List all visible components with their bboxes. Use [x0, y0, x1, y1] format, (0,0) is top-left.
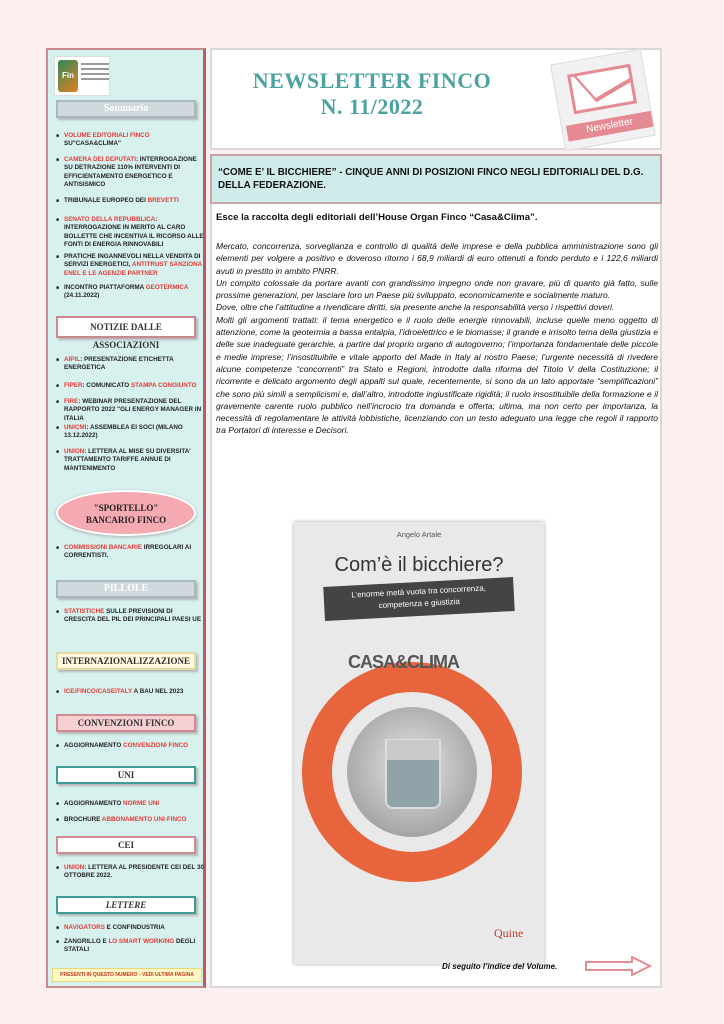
section-uni: UNI — [56, 766, 196, 784]
newsletter-title: NEWSLETTER FINCO N. 11/2022 — [252, 68, 492, 119]
sportello-bancario-badge: "SPORTELLO" BANCARIO FINCO — [56, 490, 196, 536]
sidebar-link-item[interactable] — [56, 356, 204, 373]
highlighted-link-text[interactable]: FIPER — [64, 382, 83, 389]
sidebar-link-item[interactable] — [56, 688, 204, 696]
article-text — [216, 240, 658, 437]
paragraph: Un compito colossale da portare avanti con grandissimo impegno onde non gravare, più di quanto già fatto, sulle prossime generazioni, per lasciare loro un Paese più sviluppato, economicamente e socialmente maturo. — [216, 277, 658, 301]
article-banner: “COME E’ IL BICCHIERE” - CINQUE ANNI DI POSIZIONI FINCO NEGLI EDITORIALI DEL D.G. DELLA FEDERAZIONE. — [210, 154, 662, 204]
item-text: ZANGRILLO E — [64, 938, 109, 945]
sidebar-link-item[interactable] — [56, 132, 204, 149]
highlighted-link-text[interactable]: AIPIL — [64, 356, 81, 363]
sidebar-footer-note: PRESENTI IN QUESTO NUMERO - VEDI ULTIMA PAGINA — [52, 968, 202, 982]
item-text: : ASSEMBLEA EI SOCI (MILANO 13.12.2022) — [64, 424, 183, 440]
sidebar-link-item[interactable] — [56, 938, 204, 955]
highlighted-link-text[interactable]: ABBONAMENTO UNI-FINCO — [101, 816, 187, 823]
sidebar-link-item[interactable] — [56, 284, 204, 301]
item-text: IRREGOLARI AI CORRENTISTI. — [64, 544, 192, 560]
highlighted-link-text[interactable]: CONVENZIONI FINCO — [123, 742, 189, 749]
item-text: SU"CASA&CLIMA" — [64, 140, 122, 148]
item-text: BROCHURE — [64, 816, 102, 823]
item-text: AGGIORNAMENTO — [64, 742, 124, 749]
section-pillole: PILLOLE — [56, 580, 196, 598]
item-text: : INTERROGAZIONE IN MERITO AL CARO BOLLETTE CHE INCENTIVA IL RICORSO ALLE FONTI DI ENERGIA RINNOVABILI — [64, 216, 204, 249]
book-subtitle: L’enorme metà vuota tra concorrenza, competenza e giustizia — [323, 577, 515, 621]
finco-logo — [54, 56, 110, 96]
envelope-icon — [567, 64, 637, 115]
section-notizie: NOTIZIE DALLE ASSOCIAZIONI — [56, 316, 196, 338]
paragraph: Dove, oltre che l’attitudine a rivendicare diritti, sia presente anche la responsabilità verso i rispettivi doveri. — [216, 302, 615, 313]
sidebar-link-item[interactable] — [56, 544, 204, 561]
item-text: : PRESENTAZIONE ETICHETTA ENERGETICA — [64, 356, 174, 372]
newsletter-stamp — [550, 49, 656, 152]
highlighted-link-text[interactable]: LO SMART WORKING — [108, 938, 175, 945]
section-lettere: LETTERE — [56, 896, 196, 914]
item-text: E CONFINDUSTRIA — [104, 924, 165, 931]
sidebar-link-item[interactable] — [56, 216, 204, 250]
highlighted-link-text[interactable]: UNICMI — [64, 424, 87, 431]
sidebar-link-item[interactable] — [56, 253, 204, 278]
section-internazionalizzazione: INTERNAZIONALIZZAZIONE — [56, 652, 196, 670]
item-text: : COMUNICATO — [82, 382, 131, 389]
book-cover — [294, 522, 544, 964]
section-cei: CEI — [56, 836, 196, 854]
highlighted-link-text[interactable]: ANTITRUST SANZIONA ENEL E LE AGENZIE PARTNER — [64, 261, 202, 277]
glass-image — [347, 707, 477, 837]
item-text: : LETTERA AL PRESIDENTE CEI DEL 30 OTTOBRE 2022. — [64, 864, 204, 880]
highlighted-link-text[interactable]: NAVIGATORS — [64, 924, 105, 931]
book-title: Com’è il bicchiere? — [334, 554, 504, 576]
item-text: A BAU NEL 2023 — [132, 688, 184, 695]
highlighted-link-text[interactable]: GEOTERMICA — [145, 284, 189, 291]
section-sommario: Sommario — [56, 100, 196, 118]
highlighted-link-text[interactable]: STAMPA CONGIUNTO — [130, 382, 197, 389]
sidebar — [46, 48, 206, 988]
item-text: AGGIORNAMENTO — [64, 800, 124, 807]
item-text: TRIBUNALE EUROPEO DEI — [64, 197, 148, 204]
item-text: INCONTRO PIATTAFORMA — [64, 284, 146, 291]
highlighted-link-text[interactable]: NORME UNI — [123, 800, 160, 807]
article-intro: Esce la raccolta degli editoriali dell’House Organ Finco “Casa&Clima”. — [216, 212, 538, 223]
glass-icon — [385, 739, 441, 809]
item-text: : INTERROGAZIONE SU DETRAZIONE 110% INTERVENTI DI EFFICIENTAMENTO ENERGETICO E ANTISISMICO — [64, 156, 197, 189]
sidebar-link-item[interactable] — [56, 448, 204, 473]
sidebar-link-item[interactable] — [56, 742, 204, 750]
highlighted-link-text[interactable]: BREVETTI — [147, 197, 179, 204]
highlighted-link-text[interactable]: FIRE — [64, 398, 79, 405]
sidebar-link-item[interactable] — [56, 398, 204, 423]
highlighted-link-text[interactable]: ICE/FINCO/CASEITALY — [64, 688, 133, 695]
item-text: SULLE PREVISIONI DI CRESCITA DEL PIL DEI PRINCIPALI PAESI UE — [64, 608, 202, 624]
sidebar-link-item[interactable] — [56, 816, 204, 824]
newsletter-stamp-label: Newsletter — [566, 111, 653, 142]
finco-logo-mark: Fin — [58, 60, 78, 92]
highlighted-link-text[interactable]: COMMISSIONI BANCARIE — [64, 544, 143, 551]
paragraph: Mercato, concorrenza, sorveglianza e controllo di qualità delle imprese e della pubblica amministrazione sono gli elementi per volgere a positivo e doveroso ritorno i 68,9 miliardi di euro ottenuti a fondo perduto e i 122,6 miliardi avuti in prestito in ambito PNRR. — [216, 241, 658, 276]
newsletter-header — [210, 48, 662, 150]
article-body — [210, 204, 662, 988]
publisher-logo: Quine — [494, 926, 524, 940]
sidebar-link-item[interactable] — [56, 424, 204, 441]
item-text: : WEBINAR PRESENTAZIONE DEL RAPPORTO 2022 "GLI ENERGY MANAGER IN ITALIA — [64, 398, 202, 422]
sidebar-link-item[interactable] — [56, 800, 204, 808]
sidebar-link-item[interactable] — [56, 924, 204, 932]
sidebar-link-item[interactable] — [56, 382, 204, 390]
item-text: PRATICHE INGANNEVOLI NELLA VENDITA DI SERVIZI ENERGETICI, — [64, 253, 201, 269]
section-convenzioni: CONVENZIONI FINCO — [56, 714, 196, 732]
sidebar-link-item[interactable] — [56, 197, 204, 205]
cover-magazine-logo: CASA&CLIMA — [348, 652, 459, 672]
item-text: : LETTERA AL MISE SU DIVERSITA' TRATTAMENTO TARIFFE ANNUE DI MANTENIMENTO — [64, 448, 191, 472]
highlighted-link-text[interactable]: CAMERA DEI DEPUTATI — [64, 156, 136, 163]
sidebar-link-item[interactable] — [56, 608, 204, 625]
highlighted-link-text[interactable]: VOLUME EDITORIALI FINCO — [64, 132, 150, 139]
highlighted-link-text[interactable]: STATISTICHE — [64, 608, 105, 615]
highlighted-link-text[interactable]: UNION — [64, 448, 85, 455]
book-author: Angelo Artale — [396, 530, 442, 539]
highlighted-link-text[interactable]: SENATO DELLA REPUBBLICA — [64, 216, 156, 223]
paragraph: Molti gli argomenti trattati: il tema energetico e il ruolo delle energie rinnovabili, incluse quelle meno oggetto di attenzione, come la geotermia a bassa entalpia, l’idroelettrico e le biomasse; il grande e irrisolto tema della giustizia e delle sue inadeguate gerarchie, a partire dal proprio organo di autogoverno; l’importanza fondamentale delle piccole e medie imprese; l’insostituibile e vitale apporto del Made in Italy al nostro Paese; l’urgente necessità di rivedere alcune competenze “concorrenti” tra Stato e Regioni, introdotte dalla riforma del Titolo V della Costituzione; il ricorrente e delicato argomento degli appalti sul quale, recentemente, si sono da un lato apportate “semplificazioni” che sono più simili a semplicismi e, dall’altro, introdotte ingiustificate rigidità; il ruolo insostituibile della formazione e il gravemente carente ruolo pubblico nell’incrocio tra domanda e offerta; ultima, ma non certo per importanza, la necessità di regolamentare le attività lobbistiche, licenziando con un testo adeguato una legge che regoli il rapporto tra Portatori di interesse e Decisori. — [216, 314, 658, 436]
arrow-right-icon[interactable] — [584, 956, 652, 976]
item-text: (24.11.2022) — [64, 292, 100, 300]
highlighted-link-text[interactable]: UNION — [64, 864, 85, 871]
index-link-text[interactable]: Di seguito l’indice del Volume. — [442, 962, 558, 971]
item-text: DEGLI STATALI — [64, 938, 196, 954]
sidebar-link-item[interactable] — [56, 864, 204, 881]
sidebar-link-item[interactable] — [56, 156, 204, 190]
